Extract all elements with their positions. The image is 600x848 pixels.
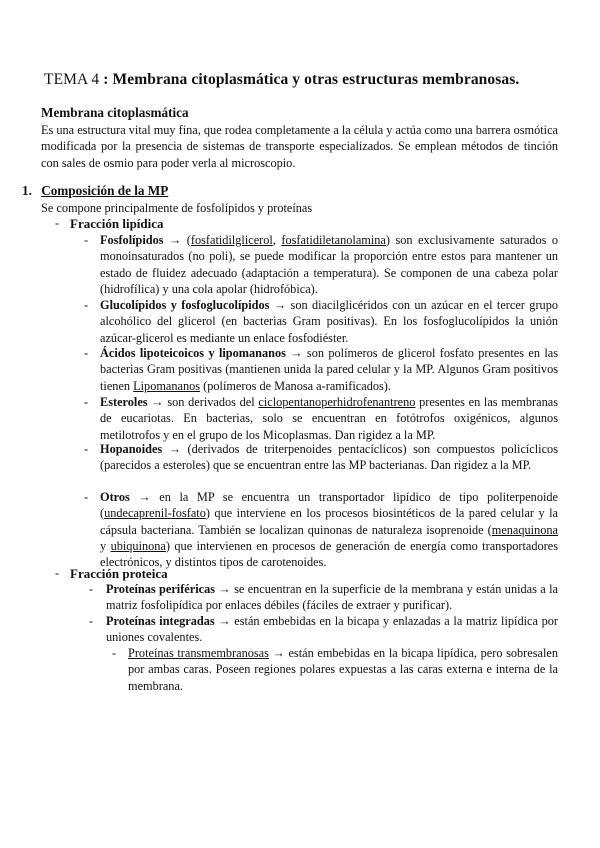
item-text: → están embebidas en la bicapa y enlazadas a la matriz lipídica por uniones covalentes. (106, 614, 558, 645)
item-text: → (derivados de triterpenoides pentacíclicos) son compuestos policíclicos (parecidos a esteroles) que se encuentran entre las MP bacterianas. Dan rigidez a la MP. (100, 442, 558, 473)
item-term: Esteroles (100, 395, 148, 409)
dash-bullet: - (89, 582, 94, 596)
dash-bullet: - (84, 490, 89, 504)
item-underlined: undecaprenil-fosfato (104, 506, 206, 521)
dash-bullet: - (84, 298, 89, 312)
item-underlined: ciclopentanoperhidrofenantreno (258, 395, 416, 409)
dash-bullet: - (84, 442, 89, 456)
section-title: Composición de la MP (41, 183, 169, 198)
lipid-item-otros (100, 489, 558, 570)
item-text: (polímeros de Manosa a-ramificados). (200, 378, 391, 393)
dash-bullet: - (84, 395, 89, 409)
dash-bullet: - (84, 233, 89, 247)
protein-item-perifericas (106, 581, 558, 614)
item-underlined: fosfatidilglicerol (190, 233, 273, 247)
section-lead: Se compone principalmente de fosfolípidos y proteínas (41, 201, 313, 215)
dash-bullet: - (112, 646, 117, 660)
protein-item-integradas (106, 613, 558, 646)
dash-bullet: - (55, 566, 60, 580)
item-text: → se encuentran en la superficie de la membrana y están unidas a la matriz fosfolipídica por enlaces débiles (fáciles de extraer y purificar). (106, 582, 558, 613)
item-text: → son polímeros de glicerol fosfato presentes en las bacterias Gram positivas (mantienen unida la pared celular y la MP. Algunos Gram positivos tienen (100, 346, 558, 393)
item-text: ) que interviene en los procesos biosintéticos de la pared celular y la cápsula bacteriana. También se localizan quinonas de naturaleza isoprenoide ( (100, 506, 558, 537)
dash-bullet: - (55, 216, 60, 230)
dash-bullet: - (89, 614, 94, 628)
document-title (44, 71, 519, 89)
lipid-item-glucolipidos (100, 297, 558, 346)
item-underlined: menaquinona (491, 522, 558, 537)
title-main: : Membrana citoplasmática y otras estructuras membranosas. (103, 71, 520, 88)
item-underlined: ubiquinona (110, 538, 166, 553)
item-text: , (272, 233, 282, 247)
item-underlined: Lipomananos (133, 378, 201, 393)
section-heading (22, 183, 168, 199)
title-prefix: TEMA 4 (44, 71, 100, 88)
protein-sub-transmembranosas (128, 645, 558, 694)
item-term: Otros (100, 490, 130, 504)
item-term: Proteínas periféricas (106, 582, 216, 596)
item-term: Fosfolípidos (100, 233, 164, 247)
lipid-item-esteroles (100, 394, 558, 443)
item-term: Glucolípidos y fosfoglucolípidos (100, 298, 270, 312)
item-text: ) son exclusivamente saturados o monoinsaturados (no poli), se puede modificar la proporción entre estos para mantener un estado de fluidez adecuado (adaptación a temperatura). Se componen de una cabeza polar (hidrofílica) y una cola apolar (hidrofóbica). (100, 233, 559, 296)
item-underlined: Proteínas transmembranosas (128, 646, 269, 660)
protein-fraction-label: Fracción proteica (70, 566, 168, 581)
item-text: presentes en las membranas de eucariotas. En bacterias, solo se encuentran en fotótrofos oxigénicos, algunos metilotrofos y en el grupo de los Micoplasmas. Dan rigidez a la MP. (100, 395, 558, 442)
lipid-item-acidos-lipoteicoicos (100, 345, 558, 394)
dash-bullet: - (84, 346, 89, 360)
section-number: 1. (22, 183, 32, 198)
item-text: → son diacilglicéridos con un azúcar en el tercer grupo alcohólico del glicerol (en bacterias Gram positivas). En los fosfoglucolípidos la unión azúcar-glicerol es mediante un enlace fosfodiéster. (100, 298, 558, 345)
item-text: → en la MP se encuentra un transportador lipídico de tipo politerpenoide ( (100, 490, 558, 521)
item-text: y (100, 538, 111, 553)
intro-paragraph: Es una estructura vital muy fina, que rodea completamente a la célula y actúa como una barrera osmótica modificada por la presencia de sistemas de transporte especializados. Se emplean métodos de tinción con sales de osmio para poder verla al microscopio. (41, 123, 558, 170)
item-text: → ( (163, 233, 191, 247)
lipid-item-fosfolipidos (100, 232, 558, 297)
item-term: Proteínas integradas (106, 614, 215, 628)
item-text: ) que intervienen en procesos de generación de energía como transportadores electrónicos, y distintos tipos de carotenoides. (100, 538, 558, 570)
item-underlined: fosfatidiletanolamina (281, 233, 386, 247)
lipid-fraction-label: Fracción lipídica (70, 216, 164, 231)
lipid-item-hopanoides (100, 441, 558, 474)
item-text: → están embebidas en la bicapa lipídica, pero sobresalen por ambas caras. Poseen regiones polares expuestas a las caras externa e interna de la membrana. (128, 646, 559, 693)
intro-heading: Membrana citoplasmática (41, 105, 189, 120)
item-term: Ácidos lipoteicoicos y lipomananos (100, 346, 286, 360)
item-term: Hopanoides (100, 442, 163, 456)
item-text: → son derivados del (147, 395, 259, 409)
